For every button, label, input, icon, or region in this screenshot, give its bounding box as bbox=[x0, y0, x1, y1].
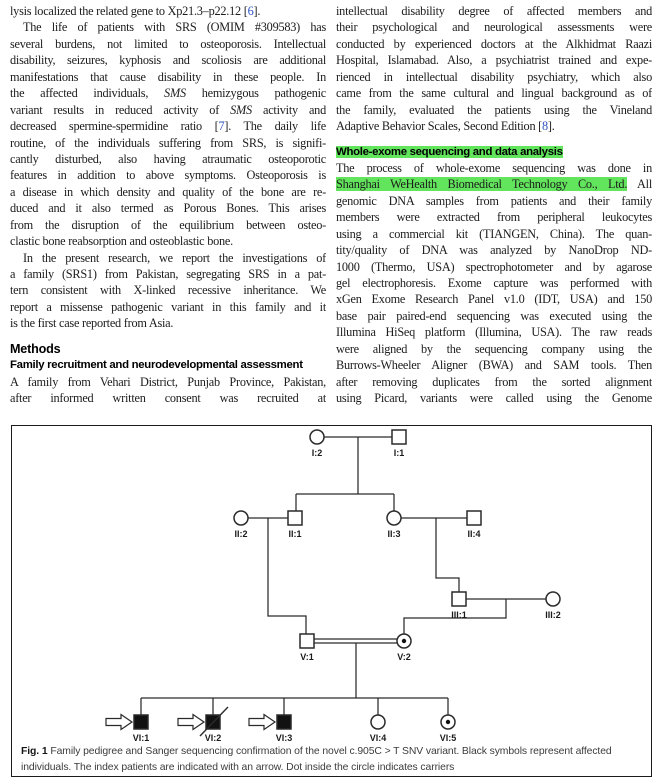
text-line bbox=[336, 102, 652, 118]
text-line bbox=[336, 85, 652, 101]
pedigree-node-label: V:2 bbox=[397, 652, 411, 662]
text-line bbox=[10, 151, 326, 167]
pedigree-node-female bbox=[371, 715, 385, 729]
text-run: decreased spermine-spermidine ratio [ bbox=[10, 119, 219, 134]
text-run: members were extracted from peripheral leukocytes bbox=[336, 210, 652, 225]
text-line bbox=[336, 357, 652, 373]
text-line bbox=[336, 324, 652, 340]
section-heading: Family recruitment and neurodevelopmental assessment bbox=[10, 359, 303, 372]
text-line bbox=[10, 135, 326, 151]
text-run: after removing duplicates from the sorted alignment bbox=[336, 374, 652, 389]
text-line bbox=[336, 193, 652, 209]
text-line bbox=[336, 341, 652, 357]
text-run: a disease in which density and quality of the bone are re- bbox=[10, 184, 326, 199]
figure-caption bbox=[21, 744, 642, 775]
text-line bbox=[10, 184, 326, 200]
text-line bbox=[10, 299, 326, 315]
paragraph-gap bbox=[10, 332, 326, 341]
text-run: Illumina HiSeq platform (Illumina, USA). The raw reads bbox=[336, 325, 652, 340]
proband-arrow-icon bbox=[249, 715, 275, 730]
text-run: a family (SRS1) from Pakistan, segregating SRS in a pat- bbox=[10, 267, 326, 281]
text-line bbox=[336, 3, 652, 19]
pedigree-node-female bbox=[546, 592, 560, 606]
text-run: ]. bbox=[547, 119, 555, 134]
text-run: is the first case reported from Asia. bbox=[10, 316, 174, 331]
pedigree-node-label: II:1 bbox=[288, 529, 302, 539]
text-run: hemizygous pathogenic bbox=[185, 86, 326, 101]
text-line bbox=[10, 315, 326, 331]
text-run: ]. The daily life bbox=[224, 119, 326, 134]
text-run: conducted by experienced doctors at the Alkhidmat Raazi bbox=[336, 36, 652, 51]
text-column-left bbox=[10, 3, 326, 407]
text-run: genomic DNA samples from patients and their family bbox=[336, 193, 652, 208]
reference-link[interactable]: 7 bbox=[218, 119, 225, 134]
text-run: using Picard, variants were called using the Genome bbox=[336, 391, 652, 406]
gene-symbol: SMS bbox=[164, 86, 186, 101]
text-column-right bbox=[336, 3, 652, 407]
text-run: the family, evaluated the patients using the Vineland bbox=[336, 102, 652, 117]
text-run: Adaptive Behavior Scales, Second Edition [ bbox=[336, 119, 543, 134]
text-line bbox=[336, 160, 652, 176]
text-run: report a missense pathogenic variant in this family and it bbox=[10, 299, 326, 314]
pedigree-node-male bbox=[452, 592, 466, 606]
text-run: came from the same cultural and lingual background as of bbox=[336, 86, 652, 101]
text-line bbox=[10, 69, 326, 85]
pedigree-node-female bbox=[310, 430, 324, 444]
text-run: disability, seizures, kyphosis and scoliosis are additional bbox=[10, 53, 326, 68]
text-line bbox=[10, 282, 326, 298]
pedigree-node-male bbox=[467, 511, 481, 525]
pedigree-node-male-affected bbox=[277, 715, 291, 729]
text-line bbox=[336, 259, 652, 275]
text-run: tity/quality of DNA was analyzed by NanoDrop ND- bbox=[336, 243, 652, 258]
proband-arrow-icon bbox=[106, 715, 132, 730]
text-run: were aligned by the sequencing company using the bbox=[336, 341, 652, 356]
text-run: gel electrophoresis. Exome capture was performed with bbox=[336, 276, 652, 290]
text-run: In the present research, we report the investigations of bbox=[23, 250, 326, 265]
text-run: several burdens, not limited to osteoporosis. Intellectual bbox=[10, 36, 326, 51]
highlighted-heading: Whole-exome sequencing and data analysis bbox=[336, 145, 563, 158]
text-run: features in addition to above symptoms. Osteoporosis is bbox=[10, 168, 326, 183]
text-line bbox=[10, 118, 326, 134]
pedigree-node-label: I:1 bbox=[393, 448, 405, 458]
gene-symbol: SMS bbox=[230, 102, 252, 117]
pedigree-node-female bbox=[234, 511, 248, 525]
pedigree-node-label: VI:5 bbox=[439, 733, 457, 742]
text-line bbox=[336, 226, 652, 242]
figure-1 bbox=[11, 425, 652, 777]
text-line bbox=[336, 52, 652, 68]
text-run: the affected individuals, bbox=[10, 86, 165, 101]
text-line bbox=[10, 374, 326, 390]
pedigree-node-female bbox=[387, 511, 401, 525]
text-run: their psychological and neurological assessments were bbox=[336, 20, 652, 35]
text-run: xGen Exome Research Panel v1.0 (IDT, USA) and 150 bbox=[336, 292, 652, 307]
text-run: variant results in reduced activity of bbox=[10, 102, 231, 117]
text-run: A family from Vehari District, Punjab Province, Pakistan, bbox=[10, 374, 326, 389]
text-run: rienced in intellectual disability psychiatry, which also bbox=[336, 69, 652, 84]
pedigree-node-label: VI:3 bbox=[275, 733, 293, 742]
text-run: 1000 (Thermo, USA) spectrophotometer and by agarose bbox=[336, 259, 652, 274]
highlighted-text: Shanghai WeHealth Biomedical Technology Co., Ltd. bbox=[336, 177, 628, 192]
figure-caption-text: Family pedigree and Sanger sequencing confirmation of the novel c.905C > T SNV variant. Black symbols represent affected individuals. The index patients are indicated with an arrow. Dot inside the circle indicates carriers bbox=[21, 746, 612, 773]
pedigree-node-label: II:2 bbox=[234, 529, 248, 539]
pedigree-node-label: III:1 bbox=[451, 610, 467, 620]
text-run: The life of patients with SRS (OMIM #309583) has bbox=[23, 20, 326, 35]
text-run: manifestations that cause disability in these people. In bbox=[10, 69, 326, 84]
reference-link[interactable]: 8 bbox=[542, 119, 548, 134]
carrier-dot bbox=[402, 639, 406, 643]
text-line bbox=[10, 200, 326, 216]
text-run: Hospital, Islamabad. Also, a psychiatrist trained and expe- bbox=[336, 53, 652, 68]
text-run: intellectual disability degree of affected members and bbox=[336, 4, 652, 18]
reference-link[interactable]: 6 bbox=[247, 4, 254, 18]
text-line bbox=[10, 390, 326, 406]
pedigree-node-label: III:2 bbox=[545, 610, 561, 620]
paragraph-gap bbox=[336, 135, 652, 144]
section-heading bbox=[336, 144, 652, 160]
pedigree-node-male bbox=[300, 634, 314, 648]
text-run: from the disruption of the equilibrium between osteo- bbox=[10, 217, 326, 232]
text-run: after informed written consent was recruited at bbox=[10, 391, 326, 406]
text-line bbox=[10, 217, 326, 233]
figure-label: Fig. 1 bbox=[21, 746, 48, 757]
text-line bbox=[336, 36, 652, 52]
text-line bbox=[10, 233, 326, 249]
text-line bbox=[336, 118, 652, 134]
text-line bbox=[10, 266, 326, 282]
pedigree-node-label: II:3 bbox=[387, 529, 401, 539]
carrier-dot bbox=[446, 720, 450, 724]
text-line bbox=[336, 390, 652, 406]
text-line bbox=[336, 69, 652, 85]
text-line bbox=[10, 36, 326, 52]
pedigree-node-male bbox=[288, 511, 302, 525]
text-line bbox=[10, 85, 326, 101]
text-line bbox=[10, 250, 326, 266]
text-line bbox=[10, 3, 326, 19]
pedigree-node-label: VI:1 bbox=[132, 733, 150, 742]
pedigree-node-label: VI:4 bbox=[369, 733, 387, 742]
text-run: activity and bbox=[251, 102, 326, 117]
text-run: tern consistent with X-linked recessive inheritance. We bbox=[10, 283, 326, 298]
text-run: Burrows-Wheeler Aligner (BWA) and SAM tools. Then bbox=[336, 358, 652, 373]
section-heading: Methods bbox=[10, 341, 61, 356]
text-run: base pair paired-end sequencing was executed using the bbox=[336, 308, 652, 323]
pedigree-node-male-affected bbox=[134, 715, 148, 729]
pedigree-node-label: V:1 bbox=[300, 652, 314, 662]
pedigree-diagram bbox=[12, 426, 651, 742]
text-line bbox=[336, 176, 652, 192]
pedigree-node-label: II:4 bbox=[467, 529, 481, 539]
text-run: cantly disturbed, also having atraumatic osteoporotic bbox=[10, 151, 326, 166]
text-run: The process of whole-exome sequencing was done in bbox=[336, 160, 652, 175]
text-line bbox=[10, 19, 326, 35]
text-line bbox=[336, 209, 652, 225]
text-run: All bbox=[627, 177, 652, 192]
text-run: lysis localized the related gene to Xp21.3–p22.12 [ bbox=[10, 4, 248, 18]
proband-arrow-icon bbox=[178, 715, 204, 730]
pedigree-relationship-line bbox=[436, 518, 459, 599]
text-run: ]. bbox=[253, 4, 261, 18]
text-run: using a commercial kit (TIANGEN, China). The quan- bbox=[336, 226, 652, 241]
text-line bbox=[336, 19, 652, 35]
text-line bbox=[10, 167, 326, 183]
text-run: routine, of the individuals suffering from SRS, is signifi- bbox=[10, 135, 326, 150]
text-line bbox=[336, 291, 652, 307]
text-line bbox=[336, 374, 652, 390]
text-line bbox=[10, 52, 326, 68]
text-line bbox=[10, 102, 326, 118]
text-line bbox=[336, 275, 652, 291]
pedigree-node-label: I:2 bbox=[311, 448, 323, 458]
text-line bbox=[336, 242, 652, 258]
text-run: clastic bone reabsorption and osteoblastic bone. bbox=[10, 234, 233, 249]
text-run: duced and it also termed as Porous Bones. This arises bbox=[10, 201, 326, 216]
text-line bbox=[336, 308, 652, 324]
pedigree-node-male bbox=[392, 430, 406, 444]
pedigree-node-label: VI:2 bbox=[204, 733, 222, 742]
